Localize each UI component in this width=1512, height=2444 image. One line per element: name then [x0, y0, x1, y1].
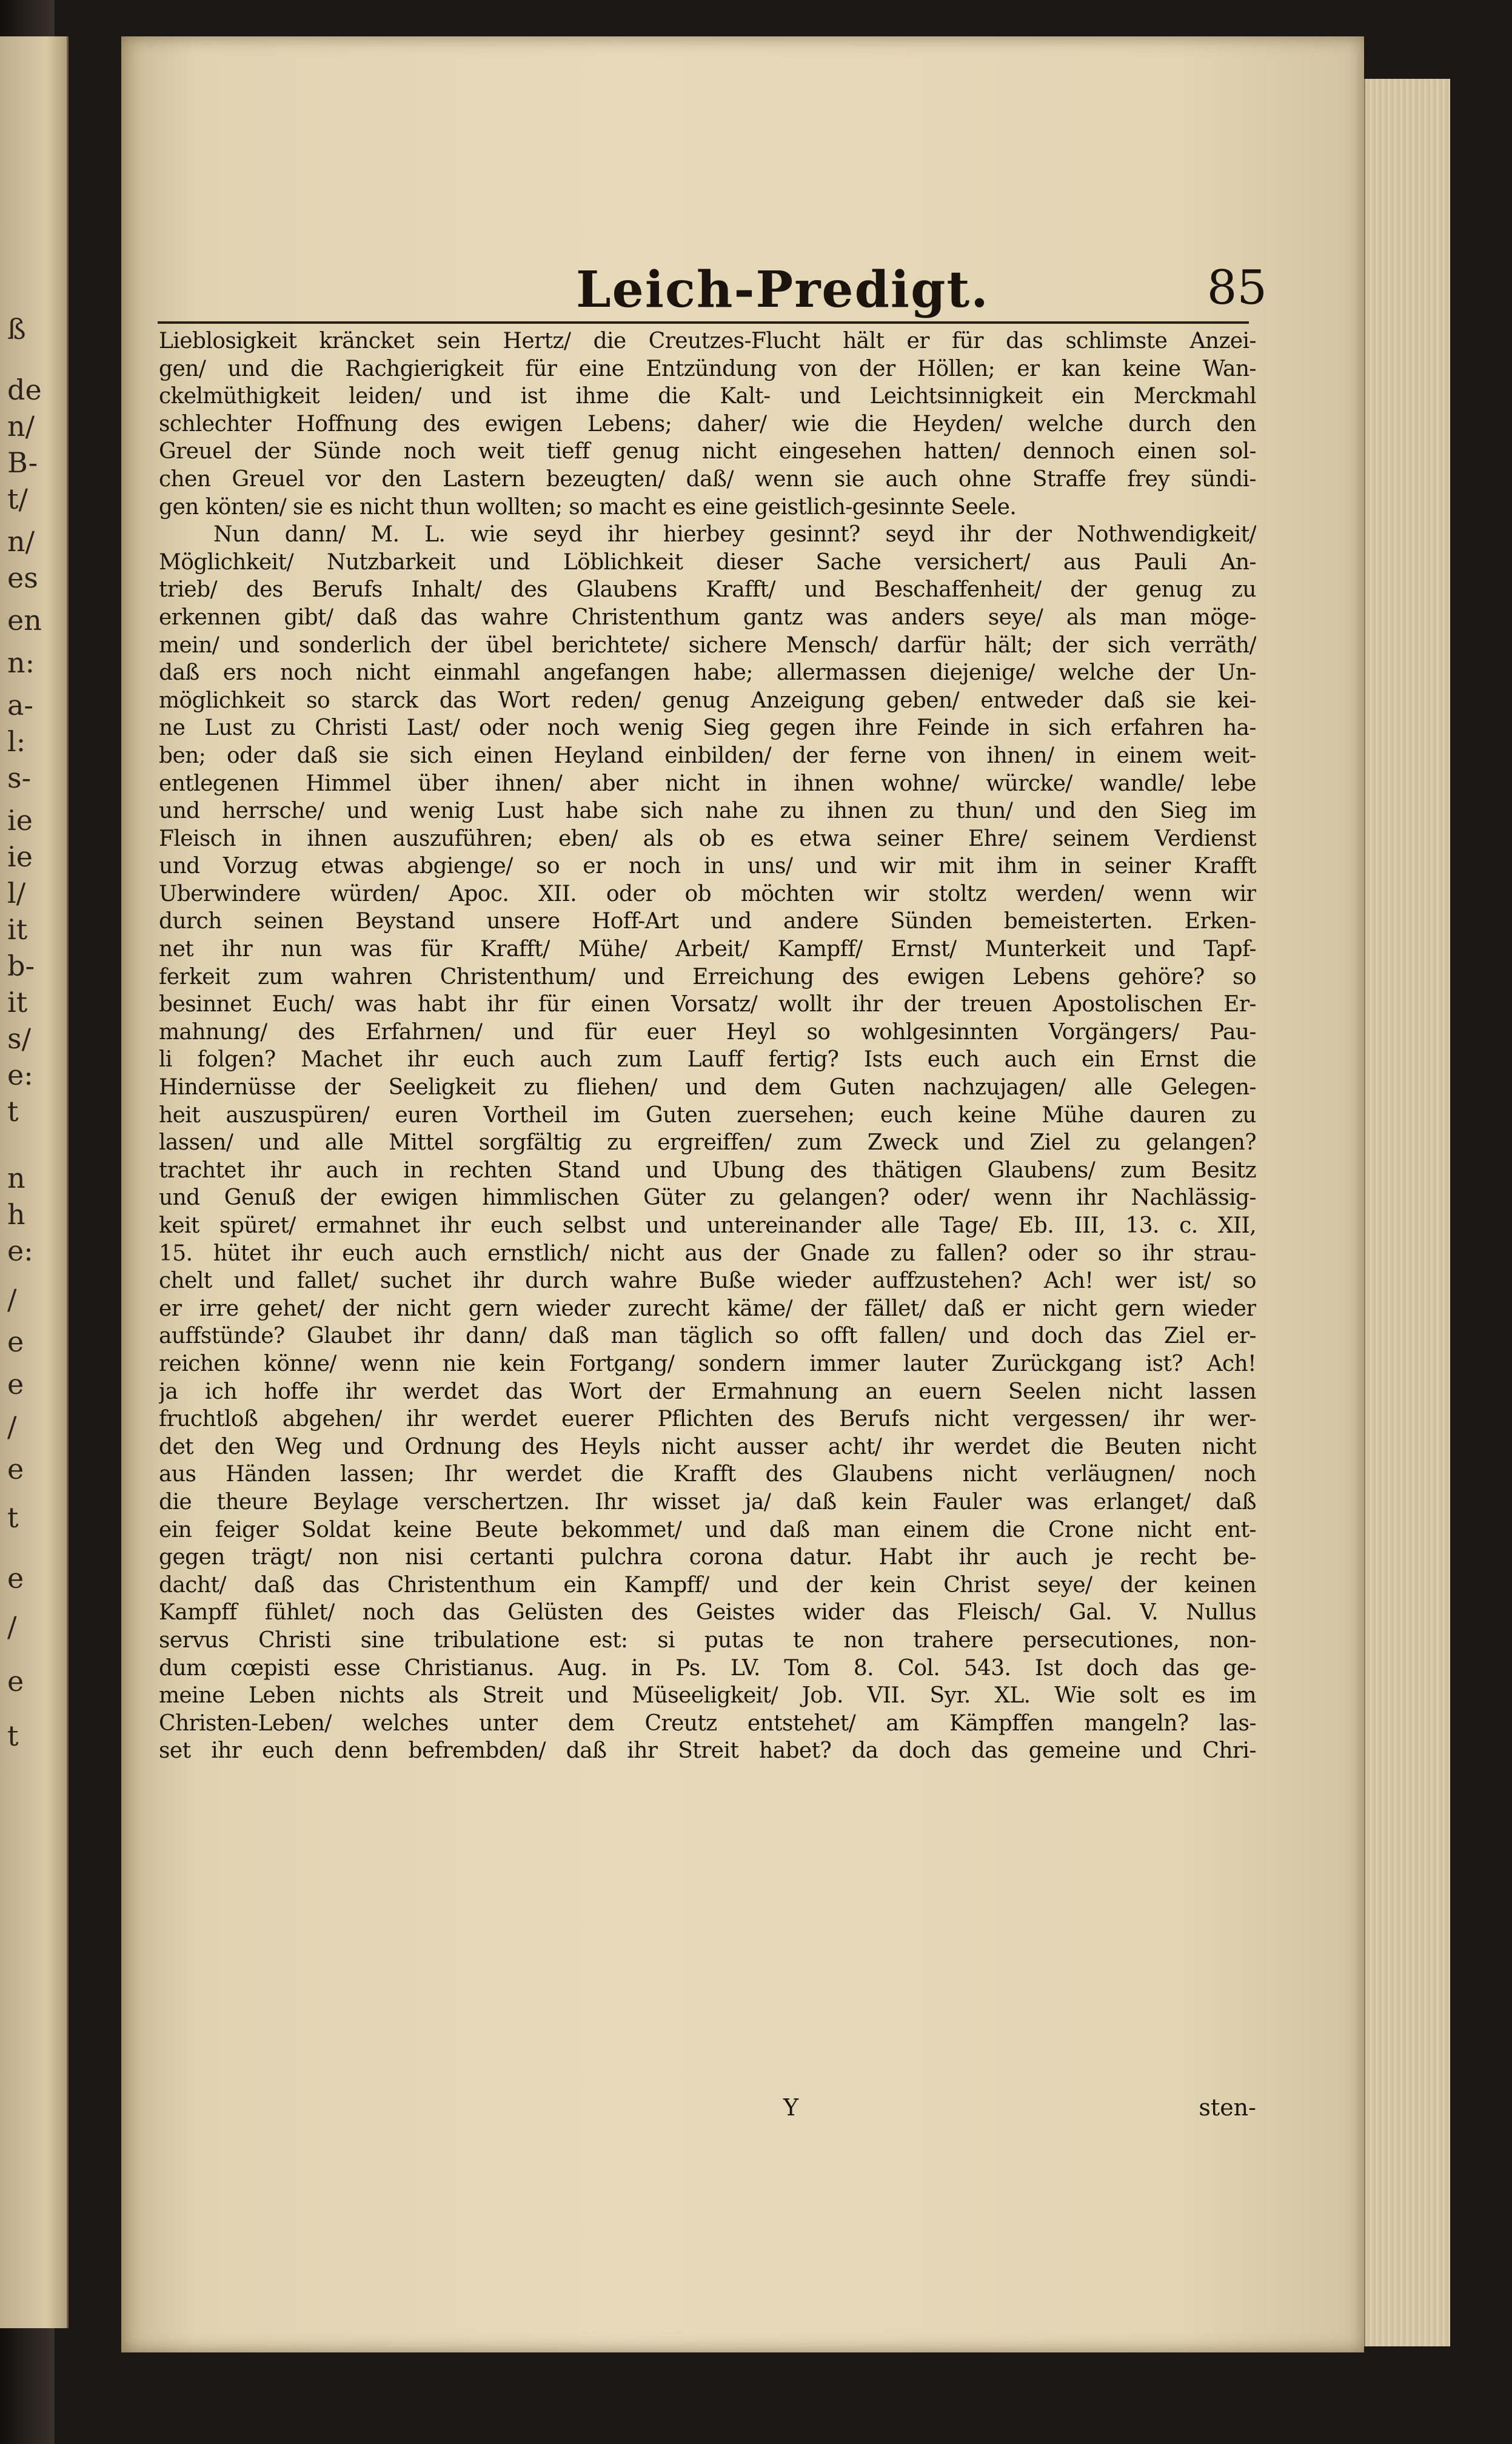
text-line: schlechter Hoffnung des ewigen Lebens; daher/ wie die Heyden/ welche durch den	[159, 411, 1256, 437]
text-line: daß ers noch nicht einmahl angefangen habe; allermassen diejenige/ welche der Un-	[159, 660, 1256, 686]
text-line: und Genuß der ewigen himmlischen Güter zu gelangen? oder/ wenn ihr Nachlässig-	[159, 1185, 1256, 1211]
text-line: ckelmüthigkeit leiden/ und ist ihme die Kalt- und Leichtsinnigkeit ein Merckmahl	[159, 384, 1256, 409]
text-line: gegen trägt/ non nisi certanti pulchra corona datur. Habt ihr auch je recht be-	[159, 1545, 1256, 1570]
page-footer	[159, 2094, 1256, 2124]
text-line: möglichkeit so starck das Wort reden/ genug Anzeigung geben/ entweder daß sie kei-	[159, 688, 1256, 713]
text-line: dacht/ daß das Christenthum ein Kampff/ und der kein Christ seye/ der keinen	[159, 1572, 1256, 1598]
page-header	[158, 261, 1267, 327]
text-line: Nun dann/ M. L. wie seyd ihr hierbey gesinnt? seyd ihr der Nothwendigkeit/	[213, 522, 1256, 547]
text-line: reichen könne/ wenn nie kein Fortgang/ sondern immer lauter Zurückgang ist? Ach!	[159, 1351, 1256, 1376]
text-line: mein/ und sonderlich der übel berichtete/ sichere Mensch/ darfür hält; der sich verräth/	[159, 632, 1256, 658]
text-line: entlegenen Himmel über ihnen/ aber nicht in ihnen wohne/ würcke/ wandle/ lebe	[159, 771, 1256, 796]
page-number: 85	[1206, 261, 1267, 315]
text-line: ein feiger Soldat keine Beute bekommet/ und daß man einem die Crone nicht ent-	[159, 1517, 1256, 1542]
text-line: besinnet Euch/ was habt ihr für einen Vorsatz/ wollt ihr der treuen Apostolischen Er-	[159, 992, 1256, 1017]
text-line: ferkeit zum wahren Christenthum/ und Erreichung des ewigen Lebens gehöre? so	[159, 964, 1256, 989]
text-line: trieb/ des Berufs Inhalt/ des Glaubens Krafft/ und Beschaffenheit/ der genug zu	[159, 577, 1256, 603]
text-line: fruchtloß abgehen/ ihr werdet euerer Pflichten des Berufs nicht vergessen/ ihr wer-	[159, 1407, 1256, 1432]
header-rule	[158, 321, 1249, 324]
text-line: er irre gehet/ der nicht gern wieder zurecht käme/ der fället/ daß er nicht gern wieder	[159, 1296, 1256, 1321]
text-line: Hindernüsse der Seeligkeit zu fliehen/ und dem Guten nachzujagen/ alle Gelegen-	[159, 1075, 1256, 1100]
body-text	[159, 327, 1256, 1765]
text-line: dum cœpisti esse Christianus. Aug. in Ps. LV. Tom 8. Col. 543. Ist doch das ge-	[159, 1655, 1256, 1681]
page-block-edge	[1364, 79, 1450, 2346]
text-line: Fleisch in ihnen auszuführen; eben/ als ob es etwa seiner Ehre/ seinem Verdienst	[159, 826, 1256, 851]
text-line: net ihr nun was für Krafft/ Mühe/ Arbeit/ Kampff/ Ernst/ Munterkeit und Tapf-	[159, 937, 1256, 962]
text-line: Möglichkeit/ Nutzbarkeit und Löblichkeit dieser Sache versichert/ aus Pauli An-	[159, 549, 1256, 575]
text-line: mahnung/ des Erfahrnen/ und für euer Heyl so wohlgesinnten Vorgängers/ Pau-	[159, 1019, 1256, 1045]
text-line: ja ich hoffe ihr werdet das Wort der Ermahnung an euern Seelen nicht lassen	[159, 1379, 1256, 1404]
catchword: sten-	[1199, 2094, 1256, 2121]
text-line: gen/ und die Rachgierigkeit für eine Entzündung von der Höllen; er kan keine Wan-	[159, 356, 1256, 381]
text-line: det den Weg und Ordnung des Heyls nicht ausser acht/ ihr werdet die Beuten nicht	[159, 1434, 1256, 1459]
text-line: Christen-Leben/ welches unter dem Creutz entstehet/ am Kämpffen mangeln? las-	[159, 1710, 1256, 1736]
running-title: Leich-Predigt.	[576, 261, 989, 319]
previous-page-edge: ß de n/ B- t/ n/ es en n: a- l: s- ie ie l/ it b- it s/ e: t n h e: / e e / e t e / e t	[0, 36, 69, 2328]
text-line: und Vorzug etwas abgienge/ so er noch in uns/ und wir mit ihm in seiner Krafft	[159, 854, 1256, 879]
text-line: erkennen gibt/ daß das wahre Christenthum gantz was anders seye/ als man möge-	[159, 604, 1256, 630]
text-line: ne Lust zu Christi Last/ oder noch wenig Sieg gegen ihre Feinde in sich erfahren ha-	[159, 715, 1256, 741]
text-line: und herrsche/ und wenig Lust habe sich nahe zu ihnen zu thun/ und den Sieg im	[159, 798, 1256, 824]
text-line: heit auszuspüren/ euren Vortheil im Guten zuersehen; euch keine Mühe dauren zu	[159, 1102, 1256, 1128]
text-line: keit spüret/ ermahnet ihr euch selbst und untereinander alle Tage/ Eb. III, 13. c. XII,	[159, 1213, 1256, 1238]
text-line: servus Christi sine tribulatione est: si putas te non trahere persecutiones, non-	[159, 1627, 1256, 1653]
text-line: trachtet ihr auch in rechten Stand und Ubung des thätigen Glaubens/ zum Besitz	[159, 1157, 1256, 1183]
text-line: auffstünde? Glaubet ihr dann/ daß man täglich so offt fallen/ und doch das Ziel er-	[159, 1324, 1256, 1349]
signature-mark: Y	[783, 2094, 799, 2121]
text-line: Uberwindere würden/ Apoc. XII. oder ob möchten wir stoltz werden/ wenn wir	[159, 881, 1256, 906]
text-line: li folgen? Machet ihr euch auch zum Lauff fertig? Ists euch auch ein Ernst die	[159, 1047, 1256, 1073]
text-line: set ihr euch denn befrembden/ daß ihr Streit habet? da doch das gemeine und Chri-	[159, 1738, 1256, 1764]
text-line: Kampff fühlet/ noch das Gelüsten des Geistes wider das Fleisch/ Gal. V. Nullus	[159, 1600, 1256, 1625]
text-line: durch seinen Beystand unsere Hoff-Art und andere Sünden bemeisterten. Erken-	[159, 909, 1256, 934]
text-line: chen Greuel vor den Lastern bezeugten/ daß/ wenn sie auch ohne Straffe frey sündi-	[159, 466, 1256, 492]
text-line: lassen/ und alle Mittel sorgfältig zu ergreiffen/ zum Zweck und Ziel zu gelangen?	[159, 1130, 1256, 1156]
text-line: gen könten/ sie es nicht thun wollten; so macht es eine geistlich-gesinnte Seele.	[159, 494, 1017, 520]
text-line: meine Leben nichts als Streit und Müseeligkeit/ Job. VII. Syr. XL. Wie solt es im	[159, 1683, 1256, 1709]
text-line: Greuel der Sünde noch weit tieff genug nicht eingesehen hatten/ dennoch einen sol-	[159, 439, 1256, 464]
text-line: 15. hütet ihr euch auch ernstlich/ nicht aus der Gnade zu fallen? oder so ihr strau-	[159, 1240, 1256, 1266]
text-line: chelt und fallet/ suchet ihr durch wahre Buße wieder auffzustehen? Ach! wer ist/ so	[159, 1268, 1256, 1294]
text-line: aus Händen lassen; Ihr werdet die Krafft des Glaubens nicht verläugnen/ noch	[159, 1462, 1256, 1487]
text-line: Lieblosigkeit kräncket sein Hertz/ die Creutzes-Flucht hält er für das schlimste Anzei-	[159, 329, 1256, 353]
text-line: die theure Beylage verschertzen. Ihr wisset ja/ daß kein Fauler was erlanget/ daß	[159, 1489, 1256, 1515]
text-line: ben; oder daß sie sich einen Heyland einbilden/ der ferne von ihnen/ in einem weit-	[159, 743, 1256, 768]
